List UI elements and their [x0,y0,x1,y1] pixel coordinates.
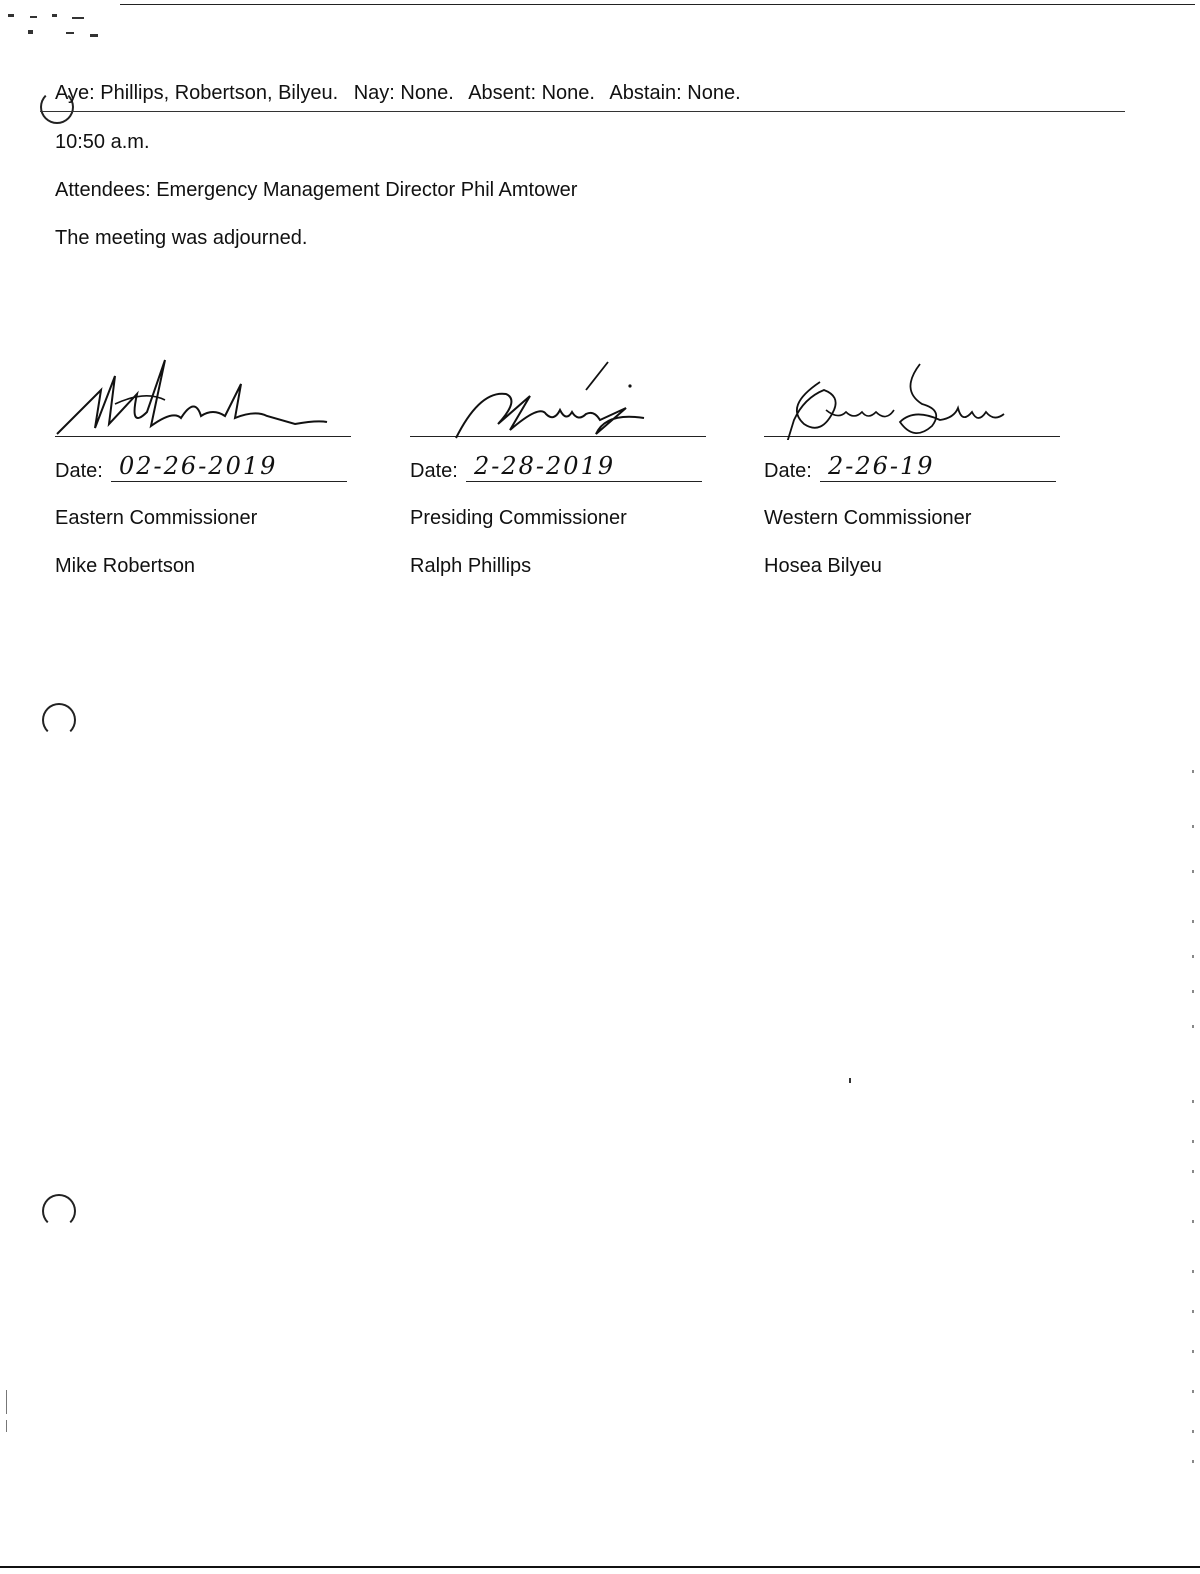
handwritten-signature [410,350,706,440]
commissioner-title: Presiding Commissioner [410,507,627,529]
date-label: Date: [410,460,458,482]
commissioner-title: Western Commissioner [764,507,972,529]
signature-block-eastern [55,350,355,590]
date-value: 2-28-2019 [466,452,702,482]
attendees-value: Emergency Management Director Phil Amtower [156,179,578,201]
date-value: 2-26-19 [820,452,1056,482]
nay-value: None. [400,82,454,104]
scan-speck [72,17,84,19]
scan-speck [66,32,74,34]
scan-edge-mark [6,1390,7,1414]
meeting-time: 10:50 a.m. [55,131,150,153]
commissioner-name: Hosea Bilyeu [764,555,882,577]
abstain-label: Abstain: [609,82,682,104]
absent-label: Absent: [468,82,537,104]
scan-speck [28,30,33,34]
punch-hole [42,1194,76,1228]
commissioner-name: Mike Robertson [55,555,196,577]
punch-hole [42,703,76,737]
date-value: 02-26-2019 [111,452,347,482]
top-rule [120,4,1195,5]
date-row [410,452,706,483]
aye-label: Aye: [55,82,95,104]
aye-value: Phillips, Robertson, Bilyeu. [100,82,339,104]
abstain-value: None. [687,82,741,104]
bottom-rule [0,1566,1200,1568]
vote-rule [40,111,1125,112]
handwritten-signature [764,350,1060,440]
signature-block-presiding [410,350,710,590]
scan-edge-marks [1192,770,1196,1470]
scan-speck [90,34,98,37]
attendees-label: Attendees: [55,179,151,201]
vote-line [55,82,741,105]
scan-speck [52,14,57,17]
date-label: Date: [764,460,812,482]
date-row [55,452,351,483]
handwritten-signature [55,350,351,440]
commissioner-name: Ralph Phillips [410,555,532,577]
signature-line [55,350,351,437]
absent-value: None. [541,82,595,104]
signature-line [410,350,706,437]
date-row [764,452,1060,483]
commissioner-title: Eastern Commissioner [55,507,258,529]
attendees-line [55,179,577,202]
scan-edge-mark [6,1420,7,1432]
nay-label: Nay: [353,82,395,104]
scan-speck [8,14,14,17]
adjourned-text: The meeting was adjourned. [55,227,308,249]
signature-line [764,350,1060,437]
scan-speck [849,1078,851,1083]
scan-speck [30,16,37,18]
date-label: Date: [55,460,103,482]
signature-block-western [764,350,1064,590]
